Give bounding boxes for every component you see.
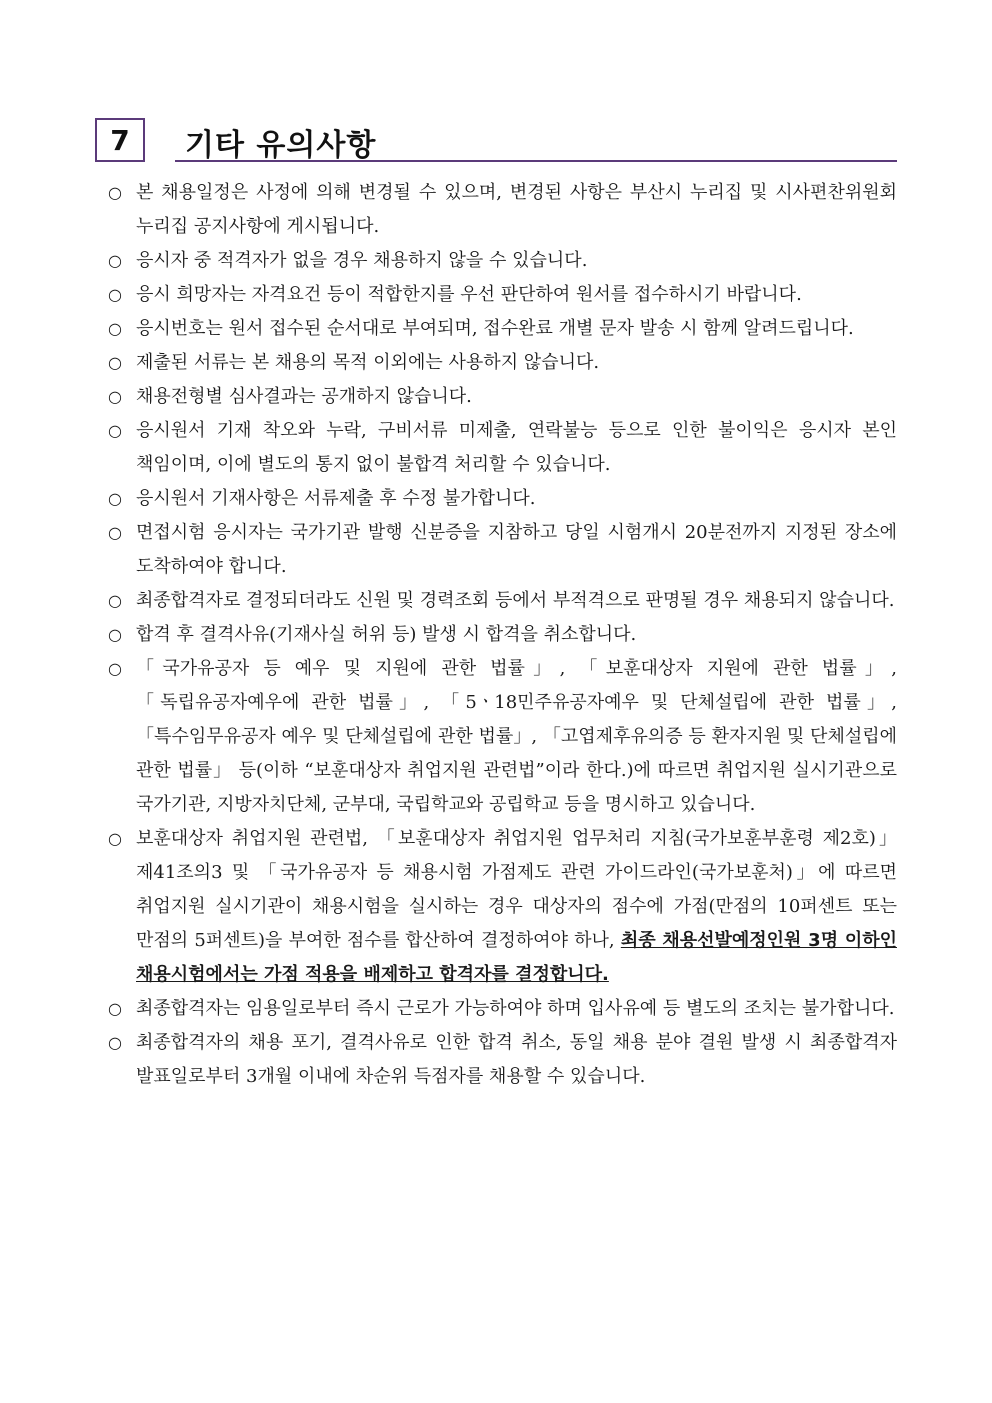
bullet-icon: ○ (108, 285, 122, 304)
list-item-veteran: ○ 보훈대상자 취업지원 관련법, 「보훈대상자 취업지원 업무처리 지침(국가보훈부훈령 제2호)」 제41조의3 및 「국가유공자 등 채용시험 가점제도 관련 가이드라인(국가보훈처)」에 따르면 취업지원 실시기관이 채용시험을 실시하는 경우 대상자의 점수에 가점(만점의 10퍼센트 또는 만점의 5퍼센트)을 부여한 점수를 합산하여 결정하여야 하나, 최종 채용선발예정인원 3명 이하인 채용시험에서는 가점 적용을 배제하고 합격자를 결정합니다. (108, 822, 897, 992)
list-item: ○ 제출된 서류는 본 채용의 목적 이외에는 사용하지 않습니다. (108, 346, 897, 380)
list-item: ○ 최종합격자의 채용 포기, 결격사유로 인한 합격 취소, 동일 채용 분야 결원 발생 시 최종합격자 발표일로부터 3개월 이내에 차순위 득점자를 채용할 수 있습니다. (108, 1026, 897, 1094)
bullet-icon: ○ (108, 353, 122, 372)
list-item: ○ 채용전형별 심사결과는 공개하지 않습니다. (108, 380, 897, 414)
bullet-icon: ○ (108, 659, 122, 678)
list-item: ○ 합격 후 결격사유(기재사실 허위 등) 발생 시 합격을 취소합니다. (108, 618, 897, 652)
list-item: ○ 응시번호는 원서 접수된 순서대로 부여되며, 접수완료 개별 문자 발송 시 함께 알려드립니다. (108, 312, 897, 346)
bullet-icon: ○ (108, 421, 122, 440)
bullet-icon: ○ (108, 489, 122, 508)
bullet-icon: ○ (108, 829, 122, 848)
list-item: ○ 면접시험 응시자는 국가기관 발행 신분증을 지참하고 당일 시험개시 20분전까지 지정된 장소에 도착하여야 합니다. (108, 516, 897, 584)
bullet-icon: ○ (108, 999, 122, 1018)
section-header (95, 118, 897, 164)
bullet-icon: ○ (108, 251, 122, 270)
bullet-icon: ○ (108, 591, 122, 610)
notice-list (108, 176, 897, 1094)
list-item-law: ○ 「국가유공자 등 예우 및 지원에 관한 법률」, 「보훈대상자 지원에 관한 법률」, 「독립유공자예우에 관한 법률」, 「5ㆍ18민주유공자예우 및 단체설립에 관한 법률」, 「특수임무유공자 예우 및 단체설립에 관한 법률」, 「고엽제후유의증 등 환자지원 및 단체설립에 관한 법률」 등(이하 “보훈대상자 취업지원 관련법”이라 한다.)에 따르면 취업지원 실시기관으로 국가기관, 지방자치단체, 군부대, 국립학교와 공립학교 등을 명시하고 있습니다. (108, 652, 897, 822)
bullet-icon: ○ (108, 183, 122, 202)
bullet-icon: ○ (108, 1033, 122, 1052)
bullet-icon: ○ (108, 523, 122, 542)
emphasis-text: 최종 채용선발예정인원 3명 이하인 채용시험에서는 가점 적용을 배제하고 합격자를 결정합니다. (136, 930, 897, 985)
bullet-icon: ○ (108, 387, 122, 406)
list-item: ○ 응시원서 기재사항은 서류제출 후 수정 불가합니다. (108, 482, 897, 516)
bullet-icon: ○ (108, 625, 122, 644)
list-item: ○ 응시자 중 적격자가 없을 경우 채용하지 않을 수 있습니다. (108, 244, 897, 278)
list-item: ○ 최종합격자는 임용일로부터 즉시 근로가 가능하여야 하며 입사유예 등 별도의 조치는 불가합니다. (108, 992, 897, 1026)
list-item: ○ 응시원서 기재 착오와 누락, 구비서류 미제출, 연락불능 등으로 인한 불이익은 응시자 본인 책임이며, 이에 별도의 통지 없이 불합격 처리할 수 있습니다. (108, 414, 897, 482)
bullet-icon: ○ (108, 319, 122, 338)
list-item: ○ 본 채용일정은 사정에 의해 변경될 수 있으며, 변경된 사항은 부산시 누리집 및 시사편찬위원회 누리집 공지사항에 게시됩니다. (108, 176, 897, 244)
section-number: 7 (95, 118, 145, 162)
section-title: 기타 유의사항 (185, 128, 377, 163)
section-divider (175, 160, 897, 162)
list-item: ○ 최종합격자로 결정되더라도 신원 및 경력조회 등에서 부적격으로 판명될 경우 채용되지 않습니다. (108, 584, 897, 618)
list-item: ○ 응시 희망자는 자격요건 등이 적합한지를 우선 판단하여 원서를 접수하시기 바랍니다. (108, 278, 897, 312)
